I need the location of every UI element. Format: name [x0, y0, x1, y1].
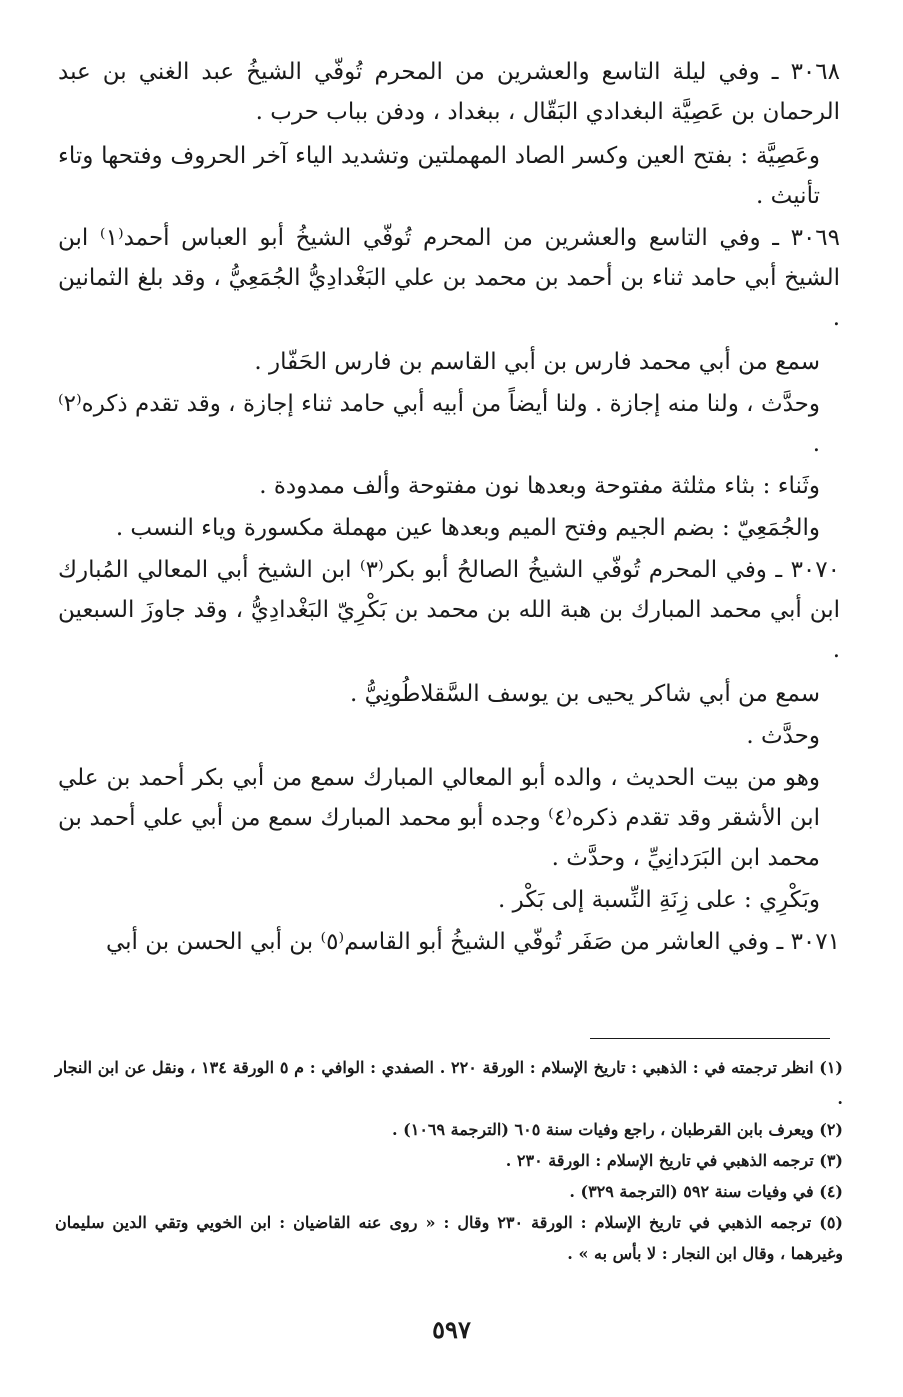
page-number: ٥٩٧: [432, 1315, 471, 1344]
entry-3070-heard: سمع من أبي شاكر يحيى بن يوسف السَّقلاطُونِيُّ .: [350, 681, 820, 707]
entry-3070: ٣٠٧٠ ـ وفي المحرم تُوفّي الشيخُ الصالحُ أبو بكر⁽٣⁾ ابن الشيخ أبي المعالي المُبارك ابن أبي محمد المبارك بن هبة الله بن محمد بن بَكْرِيّ البَغْدادِيُّ ، وقد جاوزَ السبعين .: [58, 557, 840, 663]
footnote-4: (٤) في وفيات سنة ٥٩٢ (الترجمة ٣٢٩) .: [569, 1182, 843, 1201]
main-text: [58, 52, 840, 966]
entry-3068: ٣٠٦٨ ـ وفي ليلة التاسع والعشرين من المحرم تُوفّي الشيخُ عبد الغني بن عبد الرحمان بن عَصِيَّة البغدادي البَقّال ، ببغداد ، ودفن بباب حرب .: [58, 59, 840, 125]
footnote-1: (١) انظر ترجمته في : الذهبي : تاريخ الإسلام : الورقة ٢٢٠ . الصفدي : الوافي : م ٥ الورقة ١٣٤ ، ونقل عن ابن النجار .: [55, 1058, 843, 1108]
entry-3070-narrated: وحدَّث .: [746, 723, 820, 749]
footnote-3: (٣) ترجمه الذهبي في تاريخ الإسلام : الورقة ٢٣٠ .: [505, 1151, 843, 1170]
entry-3069: ٣٠٦٩ ـ وفي التاسع والعشرين من المحرم تُوفّي الشيخُ أبو العباس أحمد⁽١⁾ ابن الشيخ أبي حامد ثناء بن أحمد بن محمد بن علي البَغْدادِيُّ الجُمَعِيُّ ، وقد بلغ الثمانين .: [58, 225, 841, 331]
note-bakri: وبَكْرِي : على زِنَةِ النِّسبة إلى بَكْر .: [498, 887, 820, 913]
note-asiyya: وعَصِيَّة : بفتح العين وكسر الصاد المهملتين وتشديد الياء آخر الحروف وفتحها وتاء تأنيث .: [58, 143, 820, 209]
entry-3070-family: وهو من بيت الحديث ، والده أبو المعالي المبارك سمع من أبي بكر أحمد بن علي ابن الأشقر وقد تقدم ذكره⁽٤⁾ وجده أبو محمد المبارك سمع من أبي علي أحمد بن محمد ابن البَرَدانِيِّ ، وحدَّث .: [58, 765, 820, 871]
footnote-divider: [590, 1038, 830, 1039]
entry-3069-heard: سمع من أبي محمد فارس بن أبي القاسم بن فارس الحَفّار .: [254, 349, 820, 375]
footnote-5: (٥) ترجمه الذهبي في تاريخ الإسلام : الورقة ٢٣٠ وقال : « روى عنه القاضيان : ابن الخويي وتقي الدين سليمان وغيرهما ، وقال ابن النجار : لا بأس به » .: [55, 1213, 843, 1263]
entry-3071: ٣٠٧١ ـ وفي العاشر من صَفَر تُوفّي الشيخُ أبو القاسم⁽٥⁾ بن أبي الحسن بن أبي: [105, 929, 840, 955]
footnote-2: (٢) ويعرف بابن القرطبان ، راجع وفيات سنة ٦٠٥ (الترجمة ١٠٦٩) .: [392, 1120, 843, 1139]
footnotes: [55, 1052, 843, 1269]
note-thanaa: وثَناء : بثاء مثلثة مفتوحة وبعدها نون مفتوحة وألف ممدودة .: [259, 473, 820, 499]
entry-3069-narrated: وحدَّث ، ولنا منه إجازة . ولنا أيضاً من أبيه أبي حامد ثناء إجازة ، وقد تقدم ذكره⁽٢⁾ .: [58, 391, 820, 457]
note-jumai: والجُمَعِيّ : بضم الجيم وفتح الميم وبعدها عين مهملة مكسورة وياء النسب .: [115, 515, 820, 541]
